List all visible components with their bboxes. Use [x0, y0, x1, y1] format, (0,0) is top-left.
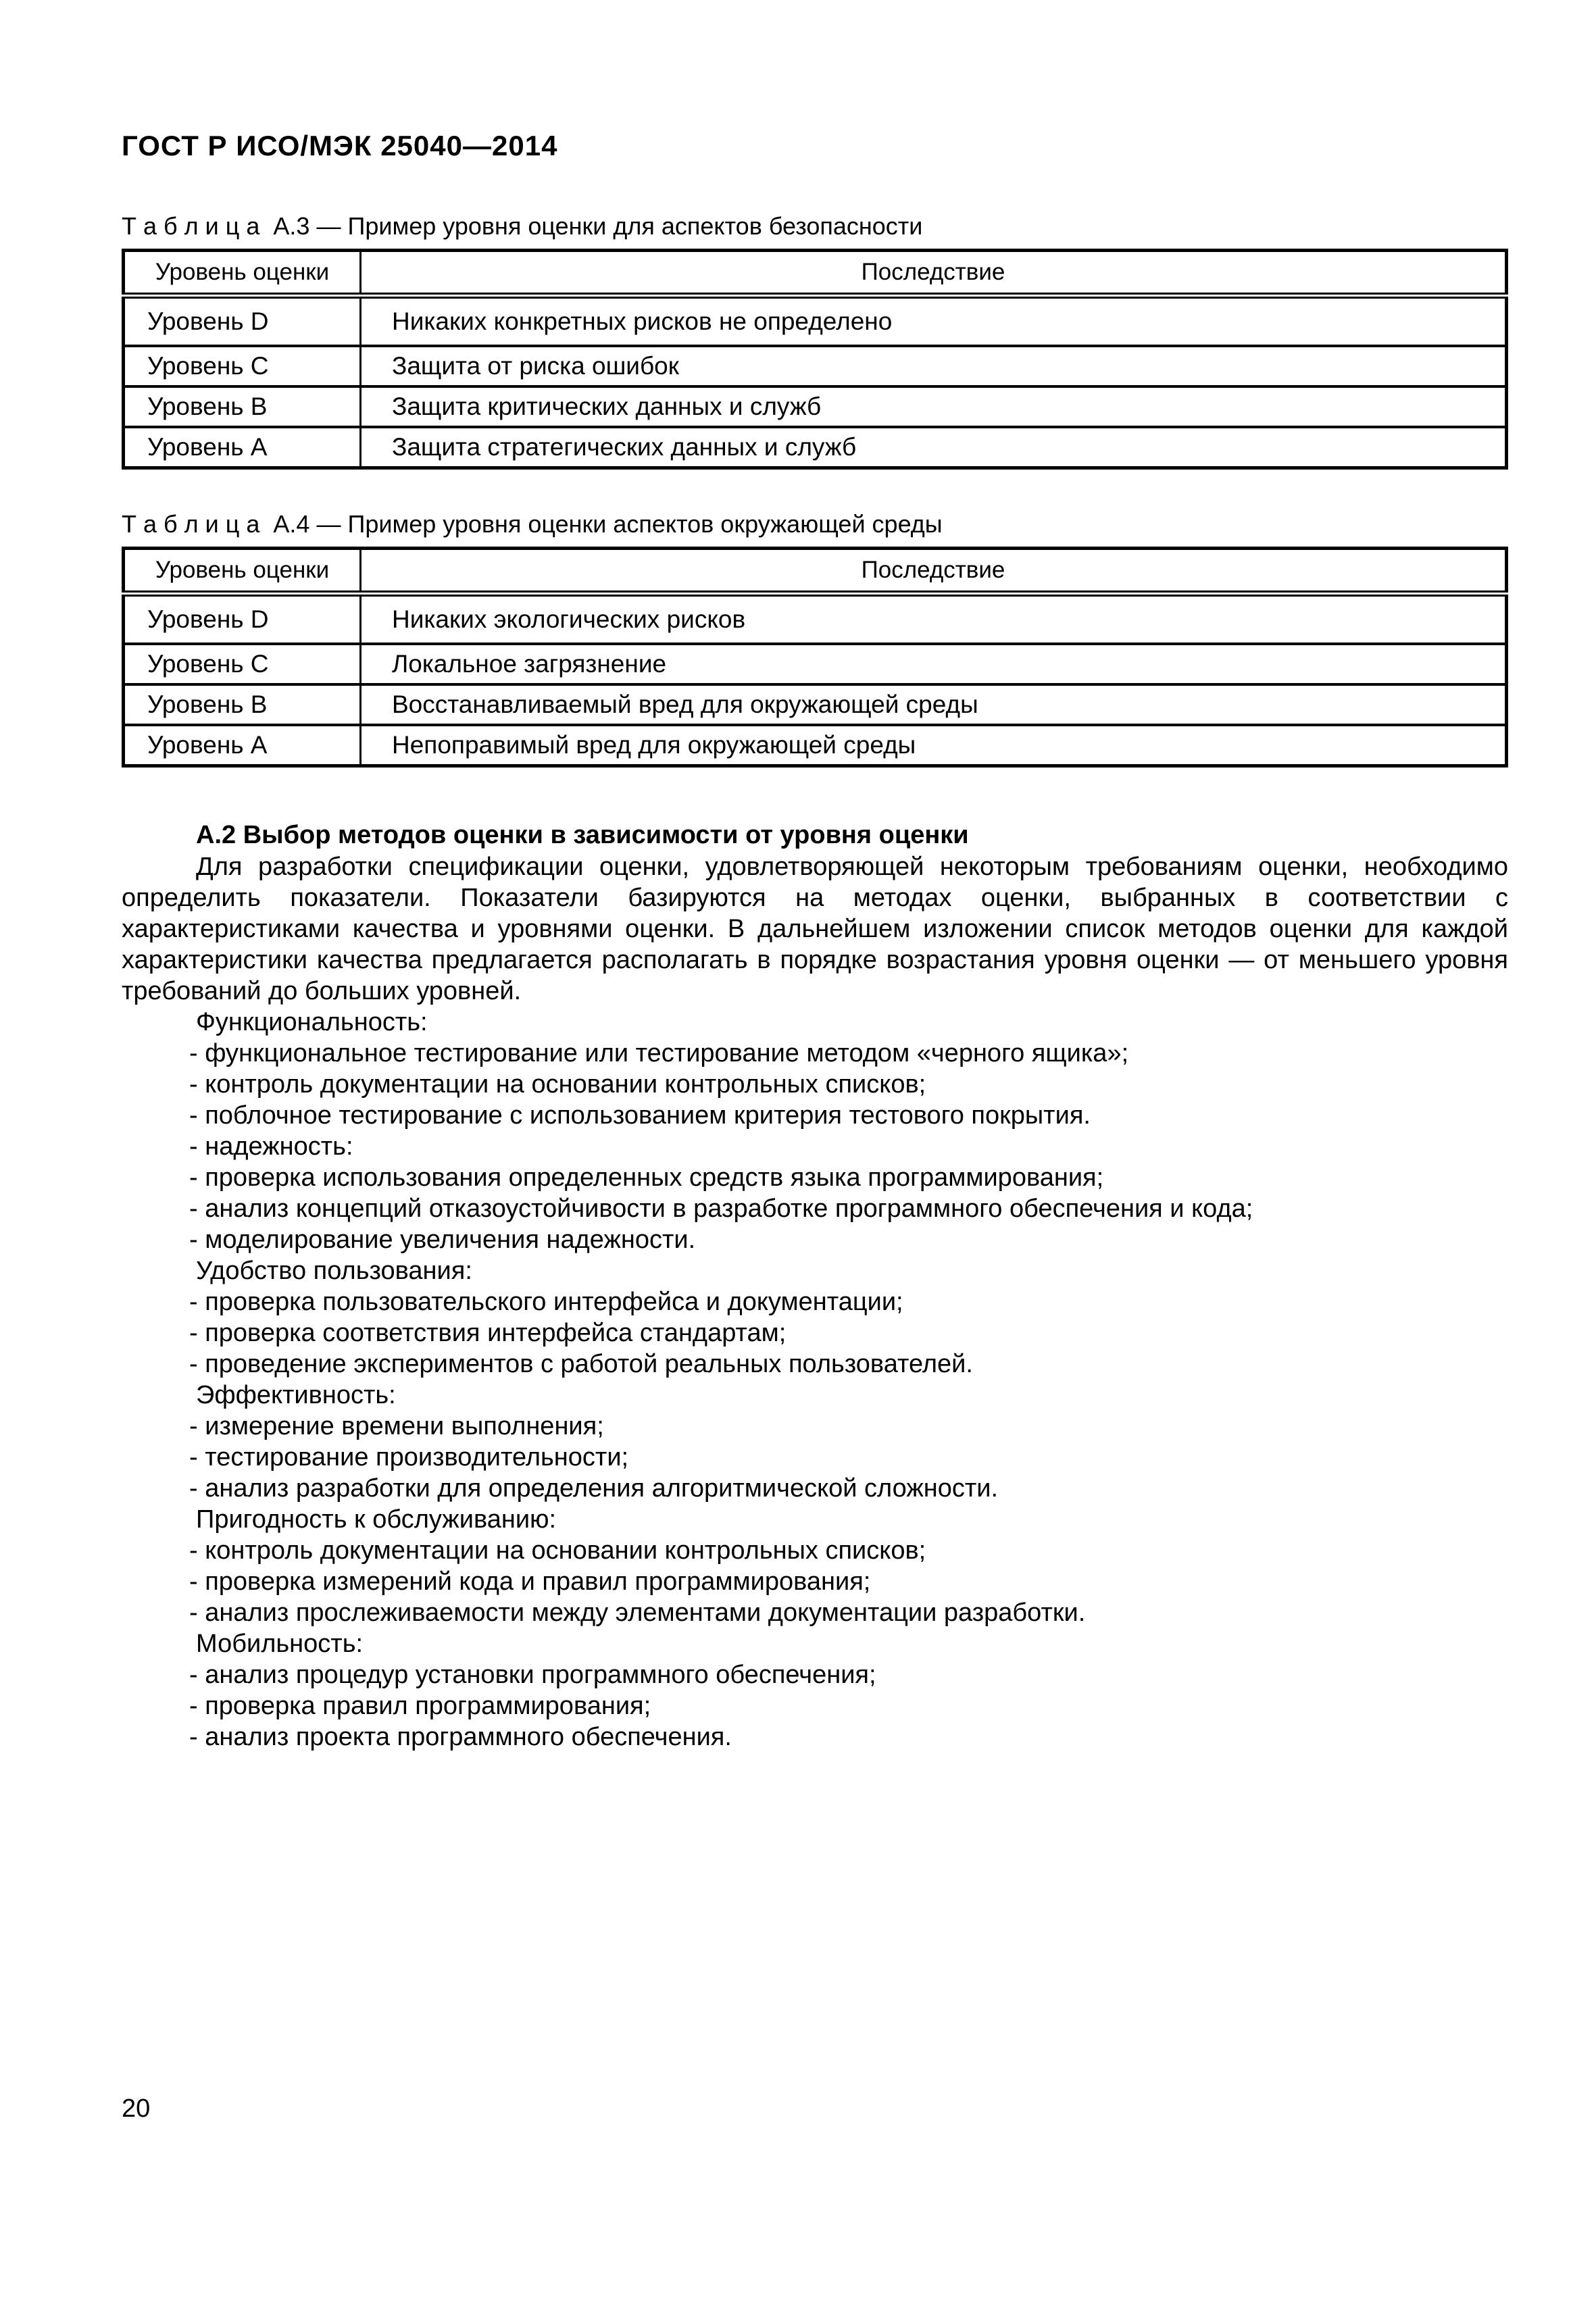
level-cell: Уровень B [124, 386, 361, 427]
method-category-label: Функциональность: [196, 1008, 428, 1036]
method-list-item: - проверка соответствия интерфейса стандартам; [189, 1319, 787, 1347]
table-a4-column-header-level: Уровень оценки [124, 549, 361, 594]
table-a3-header-row [124, 251, 1507, 296]
method-category-label: Мобильность: [196, 1630, 364, 1658]
section-a2-heading: А.2 Выбор методов оценки в зависимости от уровня оценки [196, 821, 969, 849]
method-category-label: Удобство пользования: [196, 1257, 472, 1285]
consequence-cell: Локальное загрязнение [361, 644, 1507, 684]
table-a4 [122, 547, 1508, 768]
consequence-cell: Защита от риска ошибок [361, 346, 1507, 386]
table-row [124, 346, 1507, 386]
method-list-item: - проверка использования определенных средств языка программирования; [189, 1163, 1104, 1192]
table-row [124, 684, 1507, 725]
table-row [124, 296, 1507, 347]
table-row [124, 644, 1507, 684]
method-list-item: - анализ разработки для определения алгоритмической сложности. [189, 1474, 999, 1503]
consequence-cell: Восстанавливаемый вред для окружающей среды [361, 684, 1507, 725]
table-row [124, 427, 1507, 468]
consequence-cell: Никаких конкретных рисков не определено [392, 307, 893, 335]
level-cell: Уровень B [124, 684, 361, 725]
table-a4-header-row [124, 549, 1507, 594]
method-list-item: - анализ процедур установки программного обеспечения; [189, 1661, 876, 1689]
level-cell: Уровень A [124, 725, 361, 766]
level-cell: Уровень D [124, 296, 361, 347]
document-title: ГОСТ Р ИСО/МЭК 25040—2014 [122, 130, 558, 161]
evaluation-methods-list [122, 1007, 1508, 1753]
table-a3 [122, 249, 1508, 470]
method-list-item: - поблочное тестирование с использованием критерия тестового покрытия. [189, 1101, 1091, 1130]
method-list-item: - проведение экспериментов с работой реальных пользователей. [189, 1350, 973, 1378]
method-list-item: - контроль документации на основании контрольных списков; [189, 1536, 926, 1565]
level-cell: Уровень D [124, 594, 361, 645]
level-cell: Уровень A [124, 427, 361, 468]
method-list-item: - анализ прослеживаемости между элементами документации разработки. [189, 1599, 1086, 1627]
method-list-item: - анализ проекта программного обеспечения. [189, 1723, 732, 1751]
method-list-item: - проверка правил программирования; [189, 1692, 651, 1720]
method-list-item: - проверка измерений кода и правил программирования; [189, 1567, 871, 1596]
method-category-label: Пригодность к обслуживанию: [196, 1505, 557, 1534]
table-a4-column-header-consequence: Последствие [361, 549, 1507, 594]
method-list-item: - проверка пользовательского интерфейса и документации; [189, 1288, 903, 1316]
table-a4-caption: Т а б л и ц а А.4 — Пример уровня оценки аспектов окружающей среды [122, 510, 943, 538]
consequence-cell: Защита стратегических данных и служб [361, 427, 1507, 468]
level-cell: Уровень C [124, 644, 361, 684]
method-list-item: - анализ концепций отказоустойчивости в разработке программного обеспечения и кода; [189, 1194, 1253, 1223]
method-list-item: - надежность: [189, 1132, 353, 1161]
consequence-cell: Непоправимый вред для окружающей среды [361, 725, 1507, 766]
method-list-item: - функциональное тестирование или тестирование методом «черного ящика»; [189, 1039, 1129, 1067]
method-list-item: - контроль документации на основании контрольных списков; [189, 1070, 926, 1099]
section-a2-paragraph: Для разработки спецификации оценки, удовлетворяющей некоторым требованиям оценки, необходимо определить показатели. Показатели базируются на методах оценки, выбранных в соответствии с характеристиками качества и уровнями оценки. В дальнейшем изложении список методов оценки для каждой характеристики качества предлагается располагать в порядке возрастания уровня оценки — от меньшего уровня требований до больших уровней. [122, 853, 1508, 1005]
method-list-item: - измерение времени выполнения; [189, 1412, 604, 1440]
table-row [124, 725, 1507, 766]
consequence-cell: Никаких экологических рисков [392, 605, 746, 633]
table-a3-caption: Т а б л и ц а А.3 — Пример уровня оценки для аспектов безопасности [122, 212, 923, 240]
consequence-cell: Защита критических данных и служб [361, 386, 1507, 427]
level-cell: Уровень C [124, 346, 361, 386]
table-row [124, 386, 1507, 427]
page-number: 20 [122, 2094, 151, 2123]
table-a3-column-header-consequence: Последствие [361, 251, 1507, 296]
method-list-item: - тестирование производительности; [189, 1443, 629, 1472]
table-a3-column-header-level: Уровень оценки [124, 251, 361, 296]
method-list-item: - моделирование увеличения надежности. [189, 1226, 696, 1254]
method-category-label: Эффективность: [196, 1381, 396, 1409]
table-row [124, 594, 1507, 645]
